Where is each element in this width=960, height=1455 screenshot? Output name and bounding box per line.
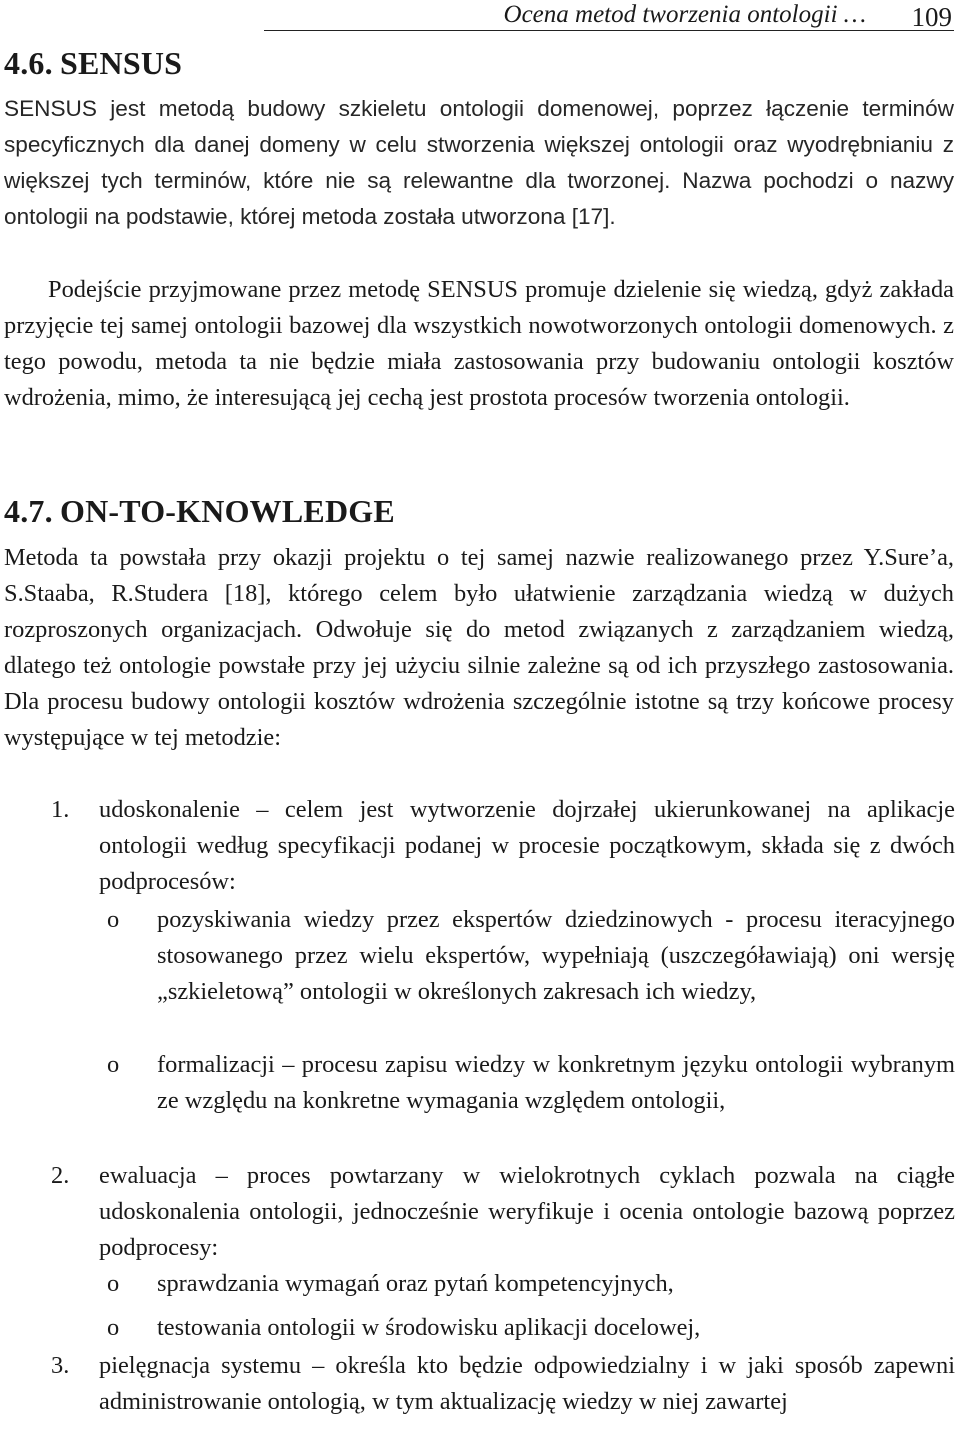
list-marker: 2. <box>51 1162 70 1189</box>
list-marker: 1. <box>51 796 70 823</box>
list-item <box>51 1158 955 1266</box>
running-header <box>264 0 954 31</box>
paragraph: Podejście przyjmowane przez metodę SENSUS promuje dzielenie się wiedzą, gdyż zakłada przyjęcie tej samej ontologii bazowej dla wszystkich nowotworzonych ontologii domenowych. z tego powodu, metoda ta nie będzie miała zastosowania przy budowaniu ontologii kosztów wdrożenia, mimo, że interesującą jej cechą jest prostota procesów tworzenia ontologii. <box>4 276 954 412</box>
paragraph: Metoda ta powstała przy okazji projektu o tej samej nazwie realizowanego przez Y.Sure’a, S.Staaba, R.Studera [18], którego celem było ułatwienie zarządzania wiedzą w dużych rozproszonych organizacjach. Odwołuje się do metod związanych z zarządzaniem wiedzą, dlatego też ontologie powstałe przy jej użyciu silnie zależne są od ich przyszłego zastosowania. Dla procesu budowy ontologii kosztów wdrożenia szczególnie istotne są trzy końcowe procesy występujące w tej metodzie: <box>4 544 954 752</box>
section-heading-on-to-knowledge <box>4 491 395 531</box>
bullet-marker: o <box>107 1051 120 1078</box>
sub-list-item-text: sprawdzania wymagań oraz pytań kompetencyjnych, <box>157 1270 674 1297</box>
sub-list-item-text: pozyskiwania wiedzy przez ekspertów dziedzinowych - procesu iteracyjnego stosowanego przez wielu ekspertów, wypełniają (uszczegóławiają) oni wersję „szkieletową” ontologii w określonych zakresach ich wiedzy, <box>157 906 955 1006</box>
list-item-text: udoskonalenie – celem jest wytworzenie dojrzałej ukierunkowanej na aplikacje ontologii według specyfikacji podanej w procesie początkowym, składa się z dwóch podprocesów: <box>99 796 955 896</box>
list-item <box>51 1348 955 1420</box>
list-item-text: pielęgnacja systemu – określa kto będzie odpowiedzialny i w jaki sposób zapewni administrowanie ontologią, w tym aktualizację wiedzy w niej zawartej <box>99 1352 955 1416</box>
bullet-marker: o <box>107 906 120 933</box>
section-number: 4.7. <box>4 493 53 529</box>
sub-list-item <box>107 1310 955 1346</box>
sub-list-item <box>107 1047 955 1119</box>
list-marker: 3. <box>51 1352 70 1379</box>
list-item-text: ewaluacja – proces powtarzany w wielokrotnych cyklach pozwala na ciągłe udoskonalenia ontologii, jednocześnie weryfikuje i ocenia ontologie bazową poprzez podprocesy: <box>99 1162 955 1262</box>
sub-list-item-text: testowania ontologii w środowisku aplikacji docelowej, <box>157 1314 701 1341</box>
section-number: 4.6. <box>4 45 53 81</box>
bullet-marker: o <box>107 1314 120 1341</box>
page-number: 109 <box>911 2 952 32</box>
section-title: ON-TO-KNOWLEDGE <box>60 493 395 529</box>
running-header-title: Ocena metod tworzenia ontologii … <box>503 1 866 28</box>
sub-list-item <box>107 1266 955 1302</box>
bullet-marker: o <box>107 1270 120 1297</box>
list-item <box>51 792 955 900</box>
section-heading-sensus <box>4 43 182 83</box>
section-title: SENSUS <box>60 45 183 81</box>
paragraph: SENSUS jest metodą budowy szkieletu ontologii domenowej, poprzez łączenie terminów specyficznych dla danej domeny w celu stworzenia większej ontologii oraz wyodrębnianiu z większej tych terminów, które nie są relewantne dla tworzonej. Nazwa pochodzi o nazwy ontologii na podstawie, której metoda została utworzona [17]. <box>4 96 954 230</box>
sub-list-item <box>107 902 955 1010</box>
sub-list-item-text: formalizacji – procesu zapisu wiedzy w konkretnym języku ontologii wybranym ze względu na konkretne wymagania względem ontologii, <box>157 1051 955 1115</box>
